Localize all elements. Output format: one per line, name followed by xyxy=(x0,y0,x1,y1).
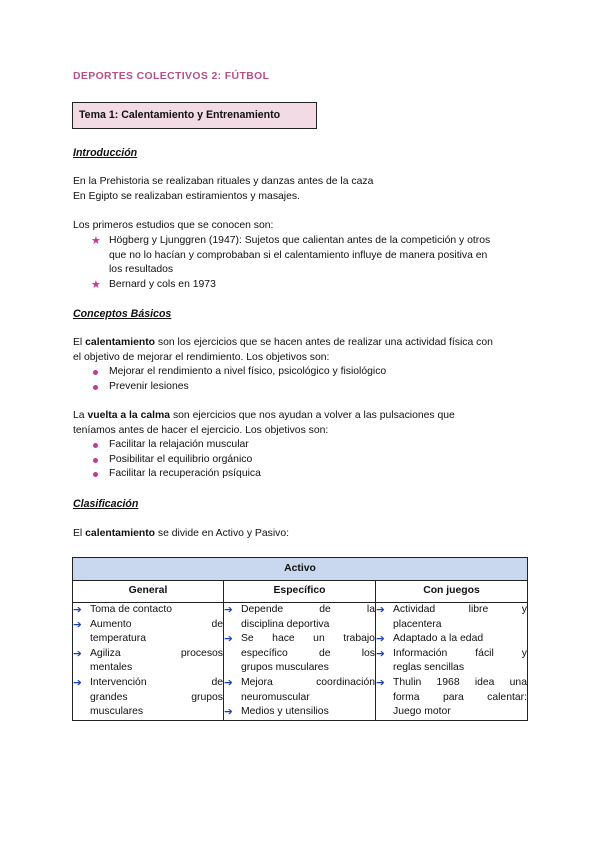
arrow-right-icon: ➔ xyxy=(376,676,385,689)
arrow-right-icon: ➔ xyxy=(224,706,233,719)
estudio-1-line-1: Högberg y Ljunggren (1947): Sujetos que calientan antes de la competición y otros xyxy=(109,235,491,246)
list-item: ➔ Agiliza procesos mentales xyxy=(73,647,223,674)
column-header-especifico: Específico xyxy=(224,581,376,603)
estudio-2-line-1: Bernard y cols en 1973 xyxy=(109,278,216,290)
activo-table xyxy=(72,557,528,721)
list-item: Prevenir lesiones xyxy=(91,380,531,395)
section-heading-conceptos: Conceptos Básicos xyxy=(73,308,172,320)
star-bullet-icon: ★ xyxy=(91,278,101,291)
arrow-right-icon: ➔ xyxy=(73,618,82,631)
list-item: Facilitar la relajación muscular xyxy=(91,438,531,453)
list-item: ➔ Información fácil y reglas sencillas xyxy=(376,647,527,674)
arrow-right-icon: ➔ xyxy=(224,633,233,646)
estudios-intro: Los primeros estudios que se conocen son: xyxy=(73,220,274,231)
list-item: Mejorar el rendimiento a nivel físico, psicológico y fisiológico xyxy=(91,365,531,380)
list-item: ➔ Actividad libre y placentera xyxy=(376,604,527,630)
list-item: ➔ Intervención de grandes grupos musculares xyxy=(73,676,223,718)
estudio-1-line-3: los resultados xyxy=(109,264,174,276)
arrow-right-icon: ➔ xyxy=(376,633,385,646)
list-item: Posibilitar el equilibrio orgánico xyxy=(91,453,531,468)
intro-line-2: En Egipto se realizaban estiramientos y masajes. xyxy=(73,191,300,202)
estudio-1-line-2: que no lo hacían y comprobaban si el calentamiento influye de manera positiva en xyxy=(109,249,488,261)
term-calentamiento: calentamiento xyxy=(85,337,156,348)
list-item: ➔ Aumento de temperatura xyxy=(73,618,223,645)
tema-box xyxy=(72,102,317,129)
section-heading-introduccion: Introducción xyxy=(73,147,138,159)
arrow-right-icon: ➔ xyxy=(376,604,385,616)
vuelta-line-1: La vuelta a la calma son ejercicios que nos ayudan a volver a las pulsaciones que xyxy=(73,410,455,421)
calentamiento-objetivos xyxy=(91,365,531,394)
dot-bullet-icon xyxy=(93,458,98,463)
column-especifico-cell xyxy=(224,603,376,721)
calentamiento-line-1: El calentamiento son los ejercicios que se hacen antes de realizar una actividad física con xyxy=(73,337,493,348)
tema-label: Tema 1: Calentamiento y Entrenamiento xyxy=(79,109,281,121)
arrow-right-icon: ➔ xyxy=(224,676,233,689)
arrow-right-icon: ➔ xyxy=(376,647,385,660)
vuelta-objetivos xyxy=(91,438,531,482)
column-con-juegos-cell xyxy=(376,603,528,721)
list-item xyxy=(91,234,531,278)
table-title: Activo xyxy=(73,558,528,581)
list-item: ➔ Medios y utensilios xyxy=(224,706,329,719)
column-header-con-juegos: Con juegos xyxy=(376,581,528,603)
document-title: DEPORTES COLECTIVOS 2: FÚTBOL xyxy=(73,71,270,82)
term-vuelta-calma: vuelta a la calma xyxy=(87,410,171,421)
dot-bullet-icon xyxy=(93,472,98,477)
calentamiento-line-2: el objetivo de mejorar el rendimiento. Los objetivos son: xyxy=(73,352,330,363)
list-item: ➔ Thulin 1968 idea una forma para calentar: Juego motor xyxy=(376,676,527,718)
clasificacion-intro: El calentamiento se divide en Activo y Pasivo: xyxy=(73,528,290,539)
arrow-right-icon: ➔ xyxy=(73,604,82,616)
list-item: ➔ Se hace un trabajo específico de los grupos musculares xyxy=(224,633,375,674)
estudios-list xyxy=(91,234,531,292)
list-item: Facilitar la recuperación psíquica xyxy=(91,467,531,482)
intro-line-1: En la Prehistoria se realizaban rituales y danzas antes de la caza xyxy=(73,176,374,187)
arrow-right-icon: ➔ xyxy=(73,676,82,689)
arrow-right-icon: ➔ xyxy=(224,604,233,616)
arrow-right-icon: ➔ xyxy=(73,647,82,660)
list-item: ➔ Adaptado a la edad xyxy=(376,633,484,646)
dot-bullet-icon xyxy=(93,370,98,375)
vuelta-line-2: teníamos antes de hacer el ejercicio. Los objetivos son: xyxy=(73,425,329,436)
term-calentamiento-2: calentamiento xyxy=(85,528,156,539)
dot-bullet-icon xyxy=(93,385,98,390)
column-header-general: General xyxy=(73,581,224,603)
dot-bullet-icon xyxy=(93,443,98,448)
list-item: ➔ Depende de la disciplina deportiva xyxy=(224,604,375,630)
list-item xyxy=(91,278,531,293)
star-bullet-icon: ★ xyxy=(91,235,101,247)
column-general-cell xyxy=(73,603,224,721)
list-item: ➔ Toma de contacto xyxy=(73,604,173,616)
list-item: ➔ Mejora coordinación neuromuscular xyxy=(224,676,375,703)
section-heading-clasificacion: Clasificación xyxy=(73,498,139,510)
